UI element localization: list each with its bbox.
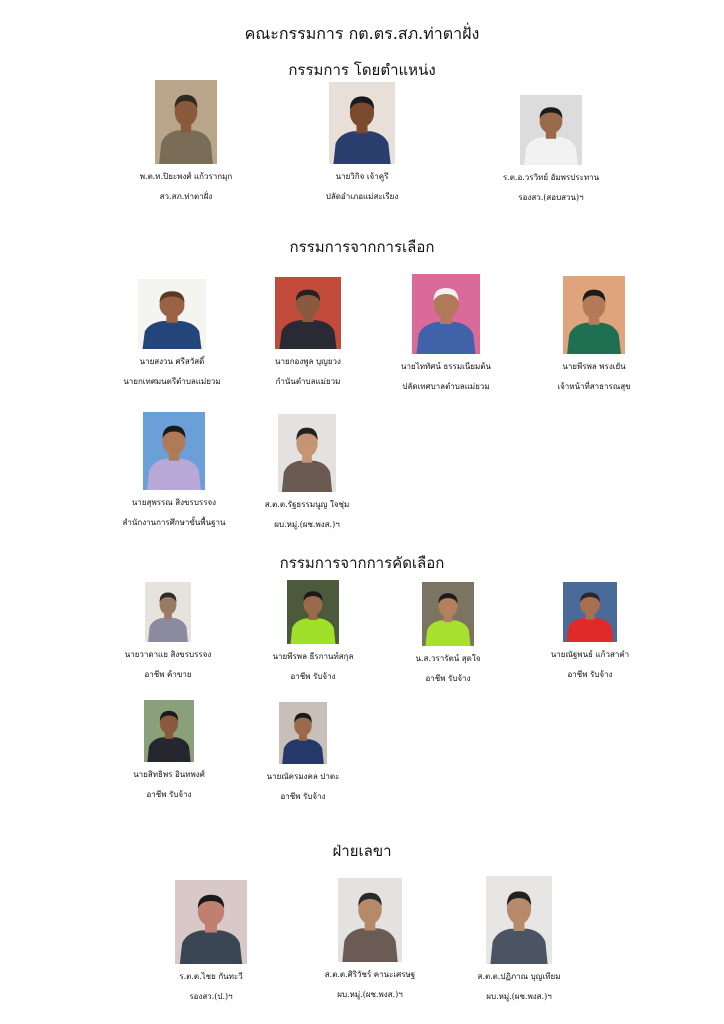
member-photo bbox=[338, 878, 402, 962]
member-photo bbox=[563, 276, 625, 354]
section-heading-ex-officio: กรรมการ โดยตำแหน่ง bbox=[288, 61, 436, 79]
member-position: ผบ.หมู่.(ผช.พงส.)ฯ bbox=[274, 520, 340, 529]
member-position: กำนันตำบลแม่ยวม bbox=[275, 377, 341, 386]
member-card bbox=[99, 412, 249, 528]
member-position: อาชีพ ค้าขาย bbox=[144, 670, 192, 679]
member-name: นายณัฐพนธ์ แก้วสาคำ bbox=[550, 650, 630, 659]
photo-body bbox=[490, 929, 547, 964]
member-name: นายณัครมงคล ปาตะ bbox=[266, 772, 340, 781]
photo-body bbox=[147, 737, 190, 762]
member-position: อาชีพ รับจ้าง bbox=[290, 672, 336, 681]
member-position: อาชีพ รับจ้าง bbox=[425, 674, 471, 683]
member-name: ส.ต.ต.ปฏิภาณ บุญเทียม bbox=[477, 972, 561, 981]
member-card bbox=[232, 414, 382, 530]
section-heading-secretary: ฝ่ายเลขา bbox=[332, 842, 392, 860]
photo-body bbox=[180, 930, 242, 964]
member-photo bbox=[138, 279, 206, 349]
member-position: ปลัดอำเภอแม่สะเรียง bbox=[325, 192, 399, 201]
member-card bbox=[519, 276, 669, 392]
member-name: น.ส.วรารัตน์ สุดใจ bbox=[415, 654, 481, 663]
photo-body bbox=[567, 618, 614, 642]
member-card bbox=[287, 82, 437, 202]
member-name: นายพีรพล พรงเยัน bbox=[562, 362, 626, 371]
photo-body bbox=[290, 618, 335, 644]
photo-body bbox=[524, 137, 578, 165]
member-position: นายกเทศมนตรีตำบลแม่ยวม bbox=[123, 377, 221, 386]
member-card bbox=[233, 277, 383, 387]
member-photo bbox=[143, 412, 205, 490]
member-photo bbox=[563, 582, 617, 642]
member-name: นายสงวน ศรีสวัสดิ์ bbox=[139, 357, 205, 366]
member-card bbox=[94, 700, 244, 800]
member-card bbox=[228, 702, 378, 802]
member-photo bbox=[520, 95, 582, 165]
member-name: นายสุพรรณ สิงขรบรรจง bbox=[131, 498, 217, 507]
member-card bbox=[515, 582, 665, 680]
photo-body bbox=[147, 459, 201, 490]
member-card bbox=[238, 580, 388, 682]
member-photo bbox=[144, 700, 194, 762]
photo-body bbox=[425, 620, 470, 646]
member-card bbox=[93, 582, 243, 680]
member-position: อาชีพ รับจ้าง bbox=[567, 670, 613, 679]
photo-body bbox=[279, 320, 336, 349]
member-name: นายสิทธิพร อินทพงศ์ bbox=[133, 770, 205, 779]
member-name: นายพีรพล ธีรกานท์สกุล bbox=[272, 652, 354, 661]
section-heading-elected: กรรมการจากการเลือก bbox=[289, 238, 435, 256]
member-position: สำนักงานการศึกษาขั้นพื้นฐาน bbox=[122, 518, 226, 527]
member-name: นายวิกิจ เจ้าคูรึ bbox=[335, 172, 389, 181]
member-photo bbox=[329, 82, 395, 164]
member-card bbox=[371, 274, 521, 392]
page-title: คณะกรรมการ กต.ตร.สภ.ท่าตาฝั่ง bbox=[244, 24, 480, 43]
member-name: นายวาดาแย สิงขรบรรจง bbox=[124, 650, 212, 659]
member-photo bbox=[275, 277, 341, 349]
photo-body bbox=[282, 739, 324, 764]
member-position: ปลัดเทศบาลตำบลแม่ยวม bbox=[402, 382, 490, 391]
member-position: รองสว.(ป.)ฯ bbox=[189, 992, 233, 1001]
member-card bbox=[373, 582, 523, 684]
member-name: ร.ต.อ.วรวิทย์ อัมพรประทาน bbox=[502, 173, 600, 182]
member-photo bbox=[145, 582, 191, 642]
member-photo bbox=[486, 876, 552, 964]
member-photo bbox=[279, 702, 327, 764]
section-heading-selected: กรรมการจากการคัดเลือก bbox=[279, 554, 445, 572]
member-card bbox=[444, 876, 594, 1002]
member-position: รองสว.(สอบสวน)ฯ bbox=[518, 193, 584, 202]
photo-body bbox=[159, 130, 213, 164]
member-card bbox=[136, 880, 286, 1002]
member-name: ส.ต.ต.ศิริวัชร์ คานะเศรษฐ bbox=[324, 970, 416, 979]
photo-body bbox=[143, 321, 202, 349]
member-name: นายกองพูล บุญยวง bbox=[275, 357, 341, 366]
photo-body bbox=[342, 928, 397, 962]
member-name: พ.ต.ท.ปิยะพงศ์ แก้วรากมุก bbox=[139, 172, 233, 181]
photo-body bbox=[282, 461, 332, 492]
member-name: ส.ต.ต.รัฐธรรมนูญ ใจชุ่ม bbox=[264, 500, 350, 509]
member-position: สว.สภ.ท่าตาฝั่ง bbox=[159, 192, 213, 201]
member-position: อาชีพ รับจ้าง bbox=[146, 790, 192, 799]
member-position: ผบ.หมู่.(ผช.พงส.)ฯ bbox=[337, 990, 403, 999]
member-name: นายไททัศน์ ธรรมเนียมต้น bbox=[401, 362, 491, 371]
photo-body bbox=[567, 323, 621, 354]
photo-body bbox=[417, 322, 476, 354]
member-position: อาชีพ รับจ้าง bbox=[280, 792, 326, 801]
member-photo bbox=[422, 582, 474, 646]
member-card bbox=[111, 80, 261, 202]
photo-body bbox=[333, 131, 390, 164]
member-card bbox=[97, 279, 247, 387]
member-photo bbox=[175, 880, 247, 964]
member-card bbox=[295, 878, 445, 1000]
photo-body bbox=[148, 618, 188, 642]
member-position: ผบ.หมู่.(ผช.พงส.)ฯ bbox=[486, 992, 552, 1001]
member-card bbox=[476, 95, 626, 203]
member-photo bbox=[155, 80, 217, 164]
member-photo bbox=[412, 274, 480, 354]
member-name: ร.ต.ต.ไชย กันทะวี bbox=[179, 972, 243, 981]
member-position: เจ้าหน้าที่สาธารณสุข bbox=[557, 382, 631, 391]
member-photo bbox=[278, 414, 336, 492]
member-photo bbox=[287, 580, 339, 644]
